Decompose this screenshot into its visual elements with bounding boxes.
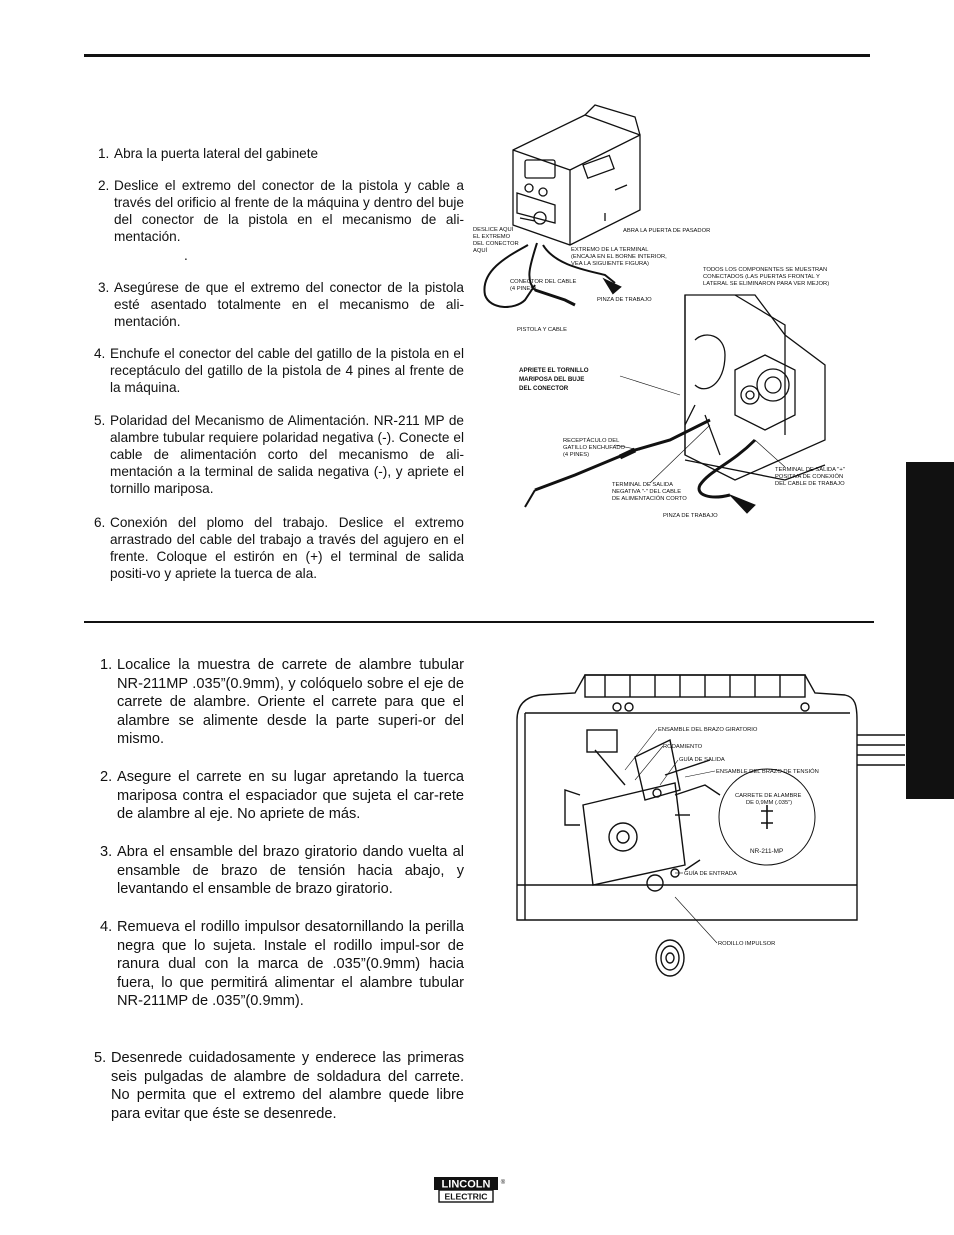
svg-text:PISTOLA Y CABLE: PISTOLA Y CABLE [517, 327, 567, 333]
svg-text:®: ® [500, 1180, 506, 1186]
svg-text:GUÍA DE ENTRADA: GUÍA DE ENTRADA [684, 871, 737, 877]
svg-text:PINZA DE TRABAJO: PINZA DE TRABAJO [597, 297, 652, 303]
step-3: 3. Asegúrese de que el extremo del conector de la pistola esté asentado totalmente en el mecanismo de ali-mentación. [98, 280, 464, 329]
spool-step-5: 5. Desenrede cuidadosamente y enderece las primeras seis pulgadas de alambre de soldadura del carrete. No permita que el extremo del alambre quede libre para evitar que éste se desenrede. [94, 1050, 464, 1122]
svg-text:ABRA LA PUERTA DE PASADOR: ABRA LA PUERTA DE PASADOR [623, 228, 711, 234]
svg-text:APRIETE EL TORNILLO: APRIETE EL TORNILLO [519, 367, 589, 374]
svg-text:RODAMIENTO: RODAMIENTO [663, 744, 703, 750]
svg-text:POSITIVA DE CONEXIÓN: POSITIVA DE CONEXIÓN [775, 474, 844, 480]
figure1-leaders [615, 376, 785, 483]
spool-step-1: 1. Localice la muestra de carrete de alambre tubular NR-211MP .035”(0.9mm), y colóquelo sobre el eje de carrete de alambre. Oriente el carrete para que el alambre se alimente desde la parte superi-or del mismo. [100, 657, 464, 748]
figure-gun-connection [455, 95, 875, 525]
step-4: 4. Enchufe el conector del cable del gatillo de la pistola en el receptáculo del gatillo de la pistola de 4 pines al frente de la máquina. [94, 346, 464, 395]
figure1-labels [473, 226, 829, 333]
machine-sketch [513, 105, 640, 245]
svg-text:DESLICE AQUÍ: DESLICE AQUÍ [473, 227, 514, 233]
step-6: 6. Conexión del plomo del trabajo. Deslice el extremo arrastrado del cable del trabajo a través del agujero en el frente. Coloque el estirón en (+) el terminal de salida positi-vo y apriete la tuerca de ala. [94, 515, 464, 581]
step-2-note: . [184, 248, 188, 263]
svg-text:TERMINAL DE SALIDA "+": TERMINAL DE SALIDA "+" [775, 467, 845, 473]
svg-text:GUÍA DE SALIDA: GUÍA DE SALIDA [679, 757, 725, 763]
svg-text:(ENCAJA EN EL BORNE INTERIOR,: (ENCAJA EN EL BORNE INTERIOR, [571, 254, 667, 260]
lincoln-electric-logo [433, 1176, 509, 1204]
svg-text:LINCOLN: LINCOLN [441, 1178, 491, 1191]
svg-text:EL EXTREMO: EL EXTREMO [473, 234, 511, 240]
svg-text:CARRETE DE ALAMBRE: CARRETE DE ALAMBRE [735, 793, 802, 799]
svg-text:MARIPOSA DEL BUJE: MARIPOSA DEL BUJE [519, 376, 585, 383]
svg-text:AQUÍ: AQUÍ [473, 248, 488, 254]
drive-roll [656, 940, 684, 976]
section-divider [84, 621, 874, 623]
figure-wire-feed [505, 665, 905, 995]
svg-text:ELECTRIC: ELECTRIC [444, 1191, 488, 1202]
svg-text:PINZA DE TRABAJO: PINZA DE TRABAJO [663, 513, 718, 519]
svg-text:NEGATIVA "-" DEL CABLE: NEGATIVA "-" DEL CABLE [612, 489, 682, 495]
cabinet-outline [517, 675, 905, 920]
svg-text:CONECTOR DEL CABLE: CONECTOR DEL CABLE [510, 279, 577, 285]
svg-text:GATILLO ENCHUFADO: GATILLO ENCHUFADO [563, 445, 626, 451]
svg-text:ENSAMBLE DEL BRAZO DE TENSIÓN: ENSAMBLE DEL BRAZO DE TENSIÓN [716, 769, 819, 775]
svg-text:CONECTADOS (LAS PUERTAS FRONTA: CONECTADOS (LAS PUERTAS FRONTAL Y [703, 274, 820, 280]
svg-text:ENSAMBLE DEL BRAZO GIRATORIO: ENSAMBLE DEL BRAZO GIRATORIO [658, 727, 758, 733]
svg-text:DE 0,9MM (.035”): DE 0,9MM (.035”) [746, 800, 793, 806]
svg-text:VEA LA SIGUIENTE FIGURA): VEA LA SIGUIENTE FIGURA) [571, 261, 649, 267]
svg-text:RODILLO IMPULSOR: RODILLO IMPULSOR [718, 941, 776, 947]
svg-text:(4 PINES): (4 PINES) [563, 452, 590, 458]
svg-text:DEL CONECTOR: DEL CONECTOR [473, 241, 519, 247]
section-side-tab [906, 462, 954, 799]
spool-step-2: 2. Asegure el carrete en su lugar apretando la tuerca mariposa contra el espaciador que sujeta el car-rete de alambre al eje. No apriete de más. [100, 769, 464, 823]
svg-text:TODOS LOS COMPONENTES SE MUEST: TODOS LOS COMPONENTES SE MUESTRAN [703, 267, 828, 273]
machine-open-sketch [685, 295, 825, 480]
top-rule [84, 54, 870, 57]
svg-text:TERMINAL DE SALIDA: TERMINAL DE SALIDA [612, 482, 673, 488]
step-1: 1. Abra la puerta lateral del gabinete [98, 146, 319, 161]
spool-step-3: 3. Abra el ensamble del brazo giratorio dando vuelta al ensamble de brazo de tensión hacia abajo, y levantando el ensamble de brazo giratorio. [100, 844, 464, 898]
figure1-labels-lower [519, 367, 845, 519]
svg-text:EXTREMO DE LA TERMINAL: EXTREMO DE LA TERMINAL [571, 247, 649, 253]
spool-step-4: 4. Remueva el rodillo impulsor desatornillando la perilla negra que lo sujeta. Instale el rodillo impul-sor de ranura dual con la marca de .035”(0.9mm) hacia fuera, lo que permitirá alimentar el alambre tubular NR-211MP de .035”(0.9mm). [100, 919, 464, 1010]
step-5: 5. Polaridad del Mecanismo de Alimentación. NR-211 MP de alambre tubular requiere polaridad negativa (-). Conecte el cable de alimentación corto del mecanismo de ali-mentación a la terminal de salida negativa (-), y apriete el tornillo mariposa. [94, 413, 464, 496]
svg-text:RECEPTÁCULO DEL: RECEPTÁCULO DEL [563, 438, 620, 444]
svg-text:NR-211-MP: NR-211-MP [750, 848, 784, 855]
svg-text:DE ALIMENTACIÓN CORTO: DE ALIMENTACIÓN CORTO [612, 496, 687, 502]
svg-text:LATERAL SE ELIMINARON PARA VER: LATERAL SE ELIMINARON PARA VER MEJOR) [703, 281, 830, 287]
svg-text:DEL CONECTOR: DEL CONECTOR [519, 385, 569, 392]
svg-text:(4 PINES): (4 PINES) [510, 286, 537, 292]
svg-text:DEL CABLE DE TRABAJO: DEL CABLE DE TRABAJO [775, 481, 845, 487]
step-2: 2. Deslice el extremo del conector de la pistola y cable a través del orificio al frente de la máquina y dentro del buje del conector de la pistola en el mecanismo de ali-mentación. [98, 178, 464, 244]
